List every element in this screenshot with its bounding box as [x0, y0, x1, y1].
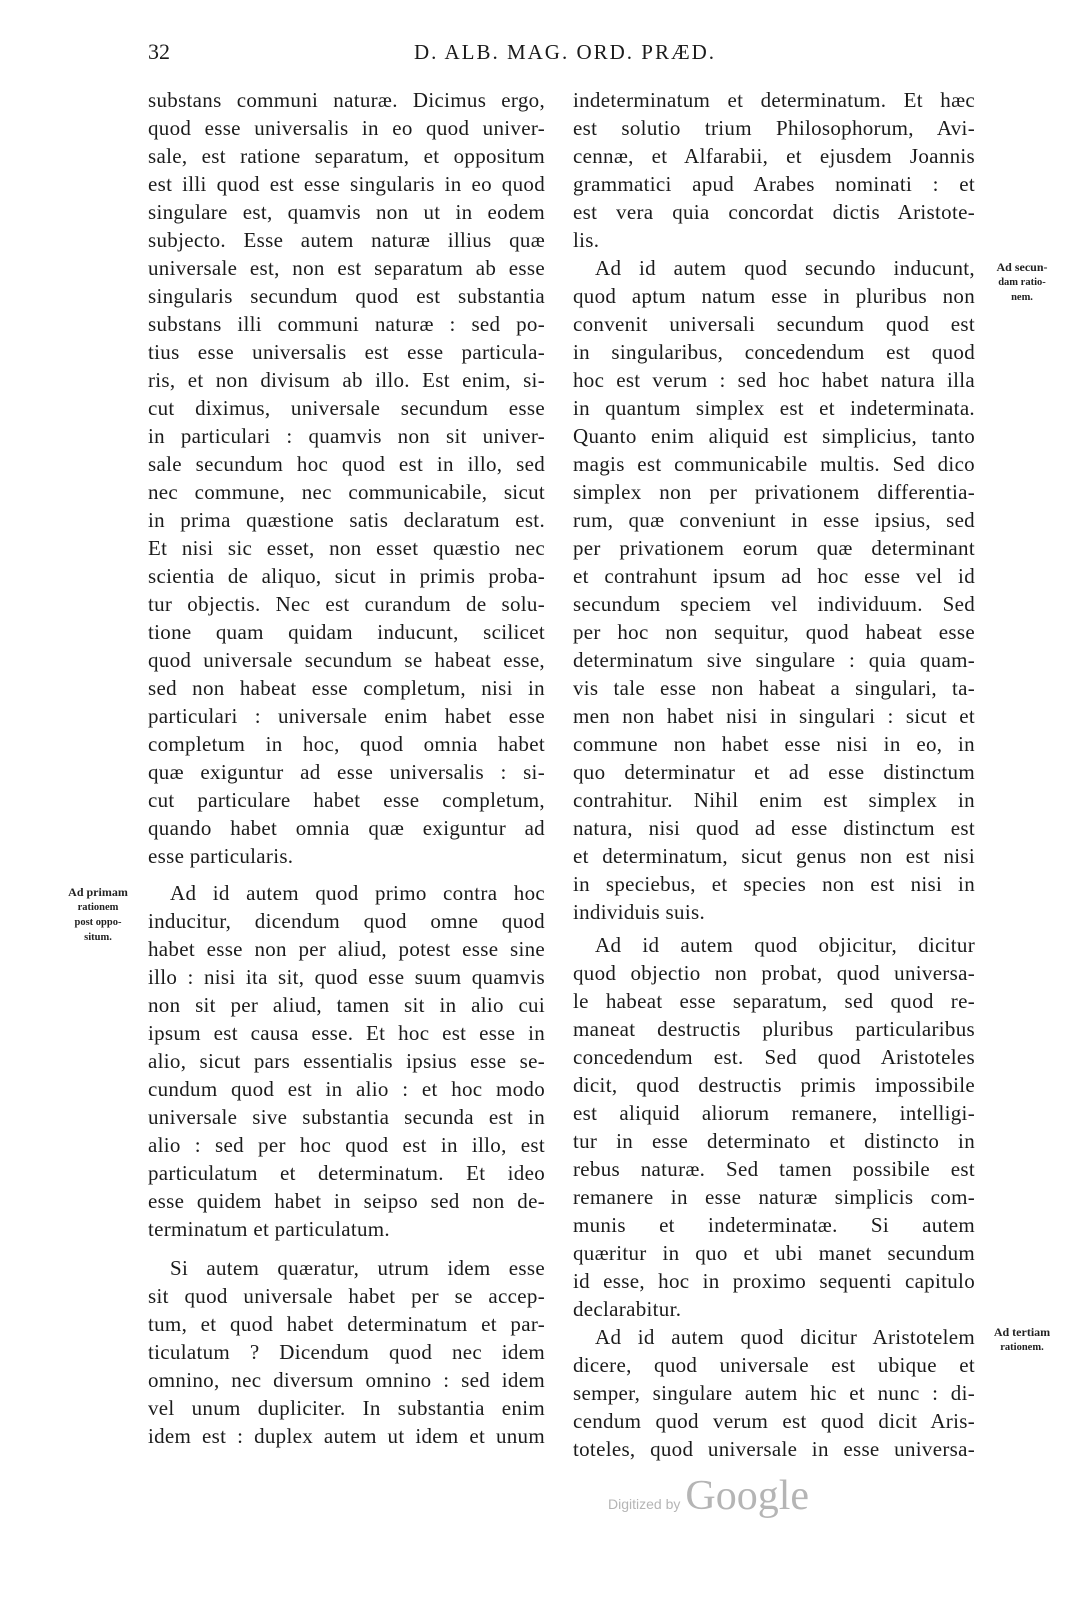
text-line: substans communi naturæ. Dicimus ergo,	[148, 88, 545, 112]
text-line: Si autem quæratur, utrum idem esse	[170, 1256, 545, 1280]
text-line: per hoc non sequitur, quod habeat esse	[573, 620, 975, 644]
text-line: quando habet omnia quæ exiguntur ad	[148, 816, 545, 840]
text-line: et determinatum, sicut genus non est nisi	[573, 844, 975, 868]
text-line: illo : nisi ita sit, quod esse suum quamvis	[148, 965, 545, 989]
paragraph	[573, 86, 975, 254]
text-line: est vera quia concordat dictis Aristote-	[573, 200, 975, 224]
margin-note-line: situm.	[84, 932, 112, 943]
margin-note	[50, 885, 146, 945]
text-line: dicit, quod destructis primis impossibile	[573, 1073, 975, 1097]
text-line: lis.	[573, 228, 600, 252]
paragraph	[573, 931, 975, 1323]
text-line: esse particularis.	[148, 844, 294, 868]
text-line: tum, et quod habet determinatum et par-	[148, 1312, 545, 1336]
right-column	[573, 86, 975, 1463]
text-line: tione quam quidam inducunt, scilicet	[148, 620, 545, 644]
paragraph	[148, 86, 545, 870]
page-number: 32	[148, 39, 170, 64]
text-line: Ad id autem quod primo contra hoc	[170, 881, 545, 905]
text-line: alio : sed per hoc quod est in illo, est	[148, 1133, 545, 1157]
text-line: Ad id autem quod secundo inducunt,	[595, 256, 975, 280]
text-line: individuis suis.	[573, 900, 705, 924]
text-line: particulatum et determinatum. Et ideo	[148, 1161, 545, 1185]
text-line: ipsum est causa esse. Et hoc est esse in	[148, 1021, 545, 1045]
text-line: Ad id autem quod objicitur, dicitur	[595, 933, 975, 957]
paragraph	[573, 254, 975, 926]
text-line: tius esse universalis est esse particula-	[148, 340, 545, 364]
left-column	[148, 86, 545, 1450]
margin-note-line: rationem	[77, 902, 119, 913]
paragraph	[148, 1254, 545, 1450]
text-line: maneat destructis pluribus particularibus	[573, 1017, 975, 1041]
google-logo: Google	[685, 1473, 810, 1519]
text-line: substans illi communi naturæ : sed po-	[148, 312, 545, 336]
text-line: quo determinatur et ad esse distinctum	[573, 760, 975, 784]
text-line: natura, nisi quod ad esse distinctum est	[573, 816, 975, 840]
text-line: rebus naturæ. Sed tamen possibile est	[573, 1157, 975, 1181]
margin-note-line: nem.	[1011, 292, 1033, 303]
text-line: quod objectio non probat, quod universa-	[573, 961, 975, 985]
paragraph	[148, 879, 545, 1243]
text-line: particulari : universale enim habet esse	[148, 704, 545, 728]
text-line: cut particulare habet esse completum,	[148, 788, 545, 812]
text-line: remanere in esse naturæ simplicis com-	[573, 1185, 975, 1209]
text-line: in speciebus, et species non est nisi in	[573, 872, 975, 896]
text-line: terminatum et particulatum.	[148, 1217, 390, 1241]
text-line: quod aptum natum esse in pluribus non	[573, 284, 975, 308]
text-line: nec commune, nec communicabile, sicut	[148, 480, 545, 504]
text-line: et contrahunt ipsum ad hoc esse vel id	[573, 564, 975, 588]
margin-note	[978, 1325, 1066, 1355]
text-line: quod esse universalis in eo quod univer-	[148, 116, 545, 140]
text-line: tur objectis. Nec est curandum de solu-	[148, 592, 545, 616]
text-line: est aliquid aliorum remanere, intelligi-	[573, 1101, 975, 1125]
text-line: concedendum est. Sed quod Aristoteles	[573, 1045, 975, 1069]
text-line: omnino, nec diversum omnino : sed idem	[148, 1368, 545, 1392]
text-line: per privationem eorum quæ determinant	[573, 536, 975, 560]
text-line: quæritur in quo et ubi manet secundum	[573, 1241, 975, 1265]
text-line: ticulatum ? Dicendum quod nec idem	[148, 1340, 545, 1364]
text-line: sed non habeat esse completum, nisi in	[148, 676, 545, 700]
text-line: sale, est ratione separatum, et oppositum	[148, 144, 545, 168]
text-line: singulare est, quamvis non ut in eodem	[148, 200, 545, 224]
margin-note-line: dam ratio-	[998, 277, 1046, 288]
text-line: commune non habet esse nisi in eo, in	[573, 732, 975, 756]
text-line: tur in esse determinato et distincto in	[573, 1129, 975, 1153]
text-line: simplex non per privationem differentia-	[573, 480, 975, 504]
margin-note-line: rationem.	[1000, 1342, 1044, 1353]
text-line: cut diximus, universale secundum esse	[148, 396, 545, 420]
text-line: sit quod universale habet per se accep-	[148, 1284, 545, 1308]
text-line: scientia de aliquo, sicut in primis proba-	[148, 564, 545, 588]
paragraph	[573, 1323, 975, 1463]
margin-note-line: Ad secun-	[996, 260, 1048, 274]
text-line: quod universale secundum se habeat esse,	[148, 648, 545, 672]
text-line: quæ exiguntur ad esse universalis : si-	[148, 760, 545, 784]
text-line: determinatum sive singulare : quia quam-	[573, 648, 975, 672]
text-line: in particulari : quamvis non sit univer-	[148, 424, 545, 448]
text-line: le habeat esse separatum, sed quod re-	[573, 989, 975, 1013]
text-line: universale est, non est separatum ab esse	[148, 256, 545, 280]
text-line: esse quidem habet in seipso sed non de-	[148, 1189, 545, 1213]
text-line: toteles, quod universale in esse universa-	[573, 1437, 975, 1461]
text-line: habet esse non per aliud, potest esse sine	[148, 937, 545, 961]
text-line: completum in hoc, quod omnia habet	[148, 732, 545, 756]
text-line: in quantum simplex est et indeterminata.	[573, 396, 975, 420]
margin-note-line: Ad tertiam	[993, 1325, 1051, 1339]
text-line: in singularibus, concedendum est quod	[573, 340, 975, 364]
text-line: cendum quod verum est quod dicit Aris-	[573, 1409, 975, 1433]
margin-note-line: post oppo-	[74, 917, 122, 928]
text-line: singularis secundum quod est substantia	[148, 284, 545, 308]
margin-note	[984, 260, 1060, 305]
text-line: Et nisi sic esset, non esset quæstio nec	[148, 536, 545, 560]
text-line: sale secundum hoc quod est in illo, sed	[148, 452, 545, 476]
text-line: secundum speciem vel individuum. Sed	[573, 592, 975, 616]
text-line: munis et indeterminatæ. Si autem	[573, 1213, 975, 1237]
text-line: est illi quod est esse singularis in eo quod	[148, 172, 545, 196]
text-line: convenit universali secundum quod est	[573, 312, 975, 336]
text-line: contrahitur. Nihil enim est simplex in	[573, 788, 975, 812]
text-line: alio, sicut pars essentialis ipsius esse se-	[148, 1049, 545, 1073]
text-line: dicere, quod universale est ubique et	[573, 1353, 975, 1377]
margin-note-line: Ad primam	[68, 885, 128, 899]
running-title: D. ALB. MAG. ORD. PRÆD.	[413, 40, 717, 64]
text-line: cundum quod est in alio : et hoc modo	[148, 1077, 545, 1101]
text-line: Ad id autem quod dicitur Aristotelem	[595, 1325, 975, 1349]
text-line: idem est : duplex autem ut idem et unum	[148, 1424, 545, 1448]
text-line: hoc est verum : sed hoc habet natura illa	[573, 368, 975, 392]
text-line: in prima quæstione satis declaratum est.	[148, 508, 545, 532]
text-line: ris, et non divisum ab illo. Est enim, si-	[148, 368, 545, 392]
text-line: indeterminatum et determinatum. Et hæc	[573, 88, 975, 112]
text-line: semper, singulare autem hic et nunc : di-	[573, 1381, 975, 1405]
text-line: universale sive substantia secunda est in	[148, 1105, 545, 1129]
text-line: rum, quæ conveniunt in esse ipsius, sed	[573, 508, 975, 532]
text-line: vis tale esse non habeat a singulari, ta-	[573, 676, 975, 700]
text-line: non sit per aliud, tamen sit in alio cui	[148, 993, 545, 1017]
text-line: men non habet nisi in singulari : sicut et	[573, 704, 975, 728]
text-line: inducitur, dicendum quod omne quod	[148, 909, 545, 933]
text-line: magis est communicabile multis. Sed dico	[573, 452, 975, 476]
digitized-by-label: Digitized by	[608, 1496, 681, 1512]
text-line: est solutio trium Philosophorum, Avi-	[573, 116, 975, 140]
text-line: cennæ, et Alfarabii, et ejusdem Joannis	[573, 144, 975, 168]
digitized-watermark	[608, 1472, 809, 1520]
text-line: Quanto enim aliquid est simplicius, tanto	[573, 424, 975, 448]
text-line: subjecto. Esse autem naturæ illius quæ	[148, 228, 545, 252]
text-line: id esse, hoc in proximo sequenti capitulo	[573, 1269, 975, 1293]
text-line: grammatici apud Arabes nominati : et	[573, 172, 975, 196]
text-line: vel unum dupliciter. In substantia enim	[148, 1396, 545, 1420]
text-line: declarabitur.	[573, 1297, 682, 1321]
